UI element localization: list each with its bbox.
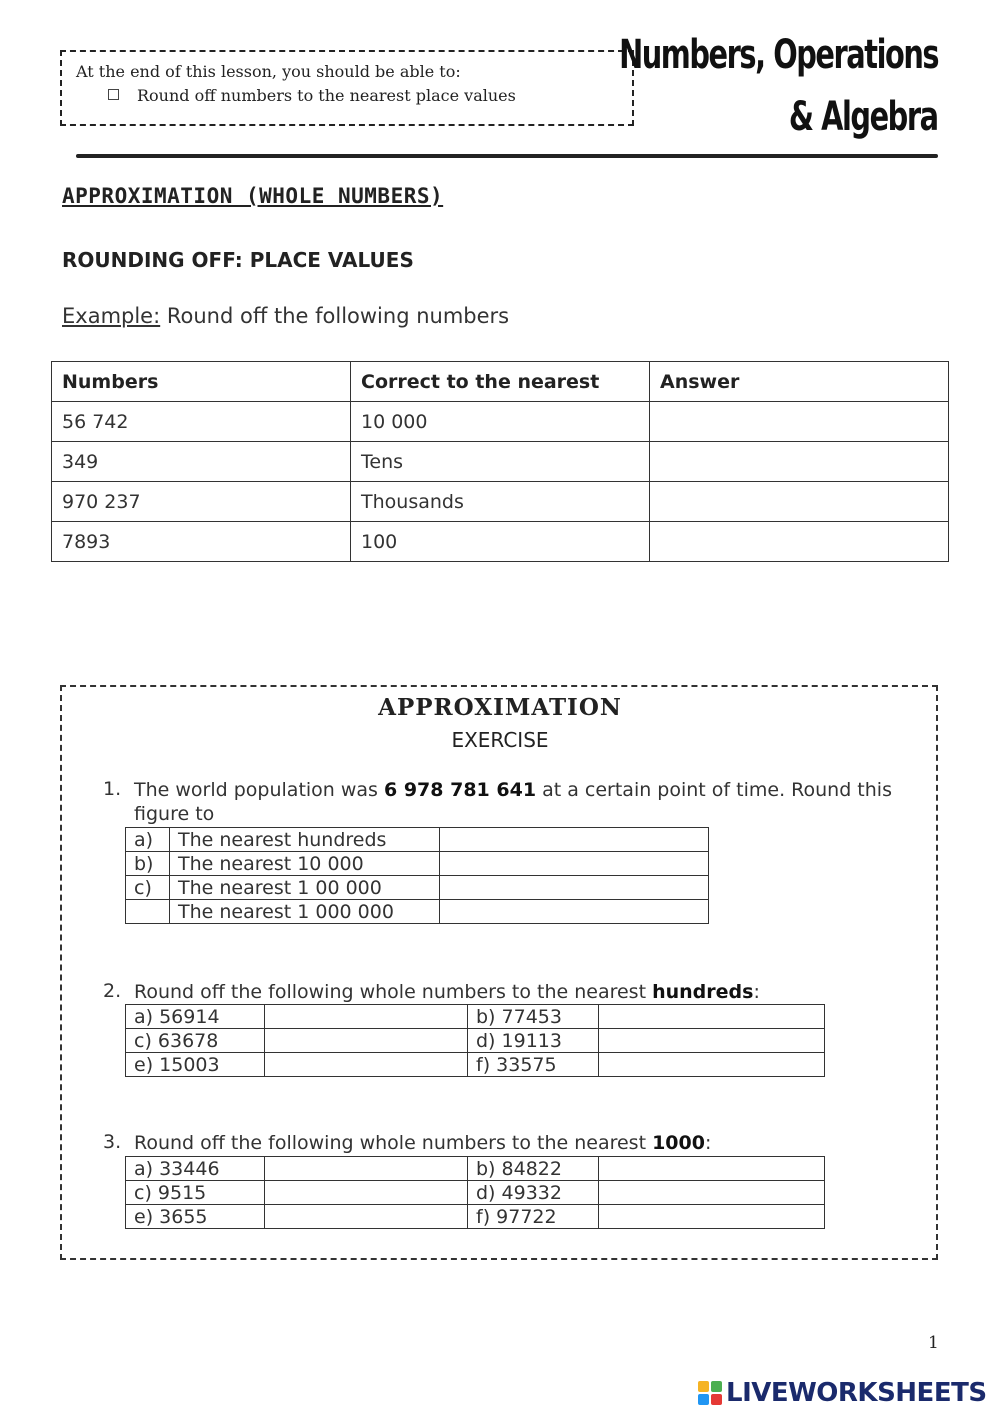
logo-square bbox=[698, 1381, 709, 1392]
prompt-cell: d) 19113 bbox=[468, 1029, 599, 1053]
prompt-cell: a) 56914 bbox=[126, 1005, 265, 1029]
example-label: Example: bbox=[62, 304, 161, 328]
exercise-subtitle: EXERCISE bbox=[451, 728, 549, 752]
objectives-intro: At the end of this lesson, you should be able to: bbox=[76, 62, 461, 81]
answer-cell[interactable] bbox=[440, 828, 709, 852]
answer-cell[interactable] bbox=[265, 1157, 468, 1181]
table-row bbox=[52, 482, 949, 522]
question-3-text bbox=[134, 1131, 711, 1155]
example-table bbox=[51, 361, 949, 562]
answer-cell[interactable] bbox=[265, 1053, 468, 1077]
question-2-table bbox=[125, 1004, 825, 1077]
label-cell: c) bbox=[126, 876, 170, 900]
objective-item-text: Round off numbers to the nearest place values bbox=[137, 86, 516, 105]
prompt-cell: d) 49332 bbox=[468, 1181, 599, 1205]
label-cell bbox=[126, 900, 170, 924]
question-1-bold: 6 978 781 641 bbox=[384, 779, 537, 801]
logo-square bbox=[711, 1381, 722, 1392]
header-numbers: Numbers bbox=[52, 362, 351, 402]
table-row bbox=[126, 1157, 825, 1181]
header-divider bbox=[76, 154, 938, 158]
checkbox-icon bbox=[108, 89, 119, 100]
prompt-cell: f) 97722 bbox=[468, 1205, 599, 1229]
prompt-cell: e) 3655 bbox=[126, 1205, 265, 1229]
answer-cell[interactable] bbox=[650, 442, 949, 482]
answer-cell[interactable] bbox=[599, 1053, 825, 1077]
question-1-text-pre: The world population was bbox=[134, 779, 384, 801]
logo-square bbox=[711, 1394, 722, 1405]
answer-cell[interactable] bbox=[440, 876, 709, 900]
question-2-text-pre: Round off the following whole numbers to the nearest bbox=[134, 981, 653, 1003]
answer-cell[interactable] bbox=[440, 900, 709, 924]
answer-cell[interactable] bbox=[440, 852, 709, 876]
table-header-row bbox=[52, 362, 949, 402]
unit-title-line2: & Algebra bbox=[789, 94, 938, 140]
question-1-text-line2: figure to bbox=[134, 803, 215, 825]
answer-cell[interactable] bbox=[599, 1029, 825, 1053]
number-cell: 349 bbox=[52, 442, 351, 482]
example-line bbox=[62, 304, 509, 328]
answer-cell[interactable] bbox=[650, 522, 949, 562]
prompt-cell: The nearest hundreds bbox=[170, 828, 440, 852]
table-row bbox=[52, 442, 949, 482]
header-correct-to: Correct to the nearest bbox=[351, 362, 650, 402]
objectives-box bbox=[60, 50, 634, 126]
table-row bbox=[126, 900, 709, 924]
prompt-cell: a) 33446 bbox=[126, 1157, 265, 1181]
unit-title-line1: Numbers, Operations bbox=[618, 32, 938, 78]
answer-cell[interactable] bbox=[599, 1005, 825, 1029]
answer-cell[interactable] bbox=[265, 1029, 468, 1053]
question-2-bold: hundreds bbox=[652, 981, 754, 1003]
question-3-text-post: : bbox=[704, 1132, 712, 1154]
question-3-bold: 1000 bbox=[652, 1132, 705, 1154]
table-row bbox=[126, 1181, 825, 1205]
answer-cell[interactable] bbox=[265, 1205, 468, 1229]
prompt-cell: The nearest 1 00 000 bbox=[170, 876, 440, 900]
answer-cell[interactable] bbox=[599, 1157, 825, 1181]
table-row bbox=[126, 1005, 825, 1029]
number-cell: 970 237 bbox=[52, 482, 351, 522]
table-row bbox=[126, 1029, 825, 1053]
table-row bbox=[126, 828, 709, 852]
question-1-text-post: at a certain point of time. Round this bbox=[536, 779, 892, 801]
question-2-number: 2. bbox=[103, 980, 122, 1002]
prompt-cell: b) 84822 bbox=[468, 1157, 599, 1181]
question-2-text bbox=[134, 980, 760, 1004]
prompt-cell: The nearest 10 000 bbox=[170, 852, 440, 876]
precision-cell: 10 000 bbox=[351, 402, 650, 442]
label-cell: a) bbox=[126, 828, 170, 852]
question-1-table bbox=[125, 827, 709, 924]
table-row bbox=[52, 522, 949, 562]
prompt-cell: f) 33575 bbox=[468, 1053, 599, 1077]
table-row bbox=[126, 1205, 825, 1229]
precision-cell: 100 bbox=[351, 522, 650, 562]
prompt-cell: The nearest 1 000 000 bbox=[170, 900, 440, 924]
table-row bbox=[126, 852, 709, 876]
liveworksheets-logo[interactable] bbox=[698, 1378, 987, 1408]
number-cell: 7893 bbox=[52, 522, 351, 562]
lesson-title: APPROXIMATION (WHOLE NUMBERS) bbox=[62, 184, 444, 208]
question-1-number: 1. bbox=[103, 778, 122, 800]
precision-cell: Tens bbox=[351, 442, 650, 482]
answer-cell[interactable] bbox=[599, 1205, 825, 1229]
table-row bbox=[126, 876, 709, 900]
number-cell: 56 742 bbox=[52, 402, 351, 442]
prompt-cell: c) 9515 bbox=[126, 1181, 265, 1205]
answer-cell[interactable] bbox=[265, 1181, 468, 1205]
objective-item bbox=[108, 86, 516, 105]
table-row bbox=[126, 1053, 825, 1077]
answer-cell[interactable] bbox=[650, 482, 949, 522]
answer-cell[interactable] bbox=[650, 402, 949, 442]
logo-square bbox=[698, 1394, 709, 1405]
prompt-cell: e) 15003 bbox=[126, 1053, 265, 1077]
question-2-text-post: : bbox=[753, 981, 760, 1003]
prompt-cell: c) 63678 bbox=[126, 1029, 265, 1053]
example-text: Round off the following numbers bbox=[160, 304, 510, 328]
answer-cell[interactable] bbox=[265, 1005, 468, 1029]
precision-cell: Thousands bbox=[351, 482, 650, 522]
page-number: 1 bbox=[928, 1333, 939, 1353]
question-3-number: 3. bbox=[103, 1131, 122, 1153]
prompt-cell: b) 77453 bbox=[468, 1005, 599, 1029]
question-3-table bbox=[125, 1156, 825, 1229]
header-answer: Answer bbox=[650, 362, 949, 402]
exercise-title: APPROXIMATION bbox=[378, 694, 622, 721]
label-cell: b) bbox=[126, 852, 170, 876]
liveworksheets-icon bbox=[698, 1381, 722, 1405]
answer-cell[interactable] bbox=[599, 1181, 825, 1205]
liveworksheets-logo-text: LIVEWORKSHEETS bbox=[726, 1378, 987, 1408]
question-1-text bbox=[134, 778, 892, 826]
table-row bbox=[52, 402, 949, 442]
question-3-text-pre: Round off the following whole numbers to the nearest bbox=[134, 1132, 653, 1154]
section-title: ROUNDING OFF: PLACE VALUES bbox=[62, 248, 414, 272]
